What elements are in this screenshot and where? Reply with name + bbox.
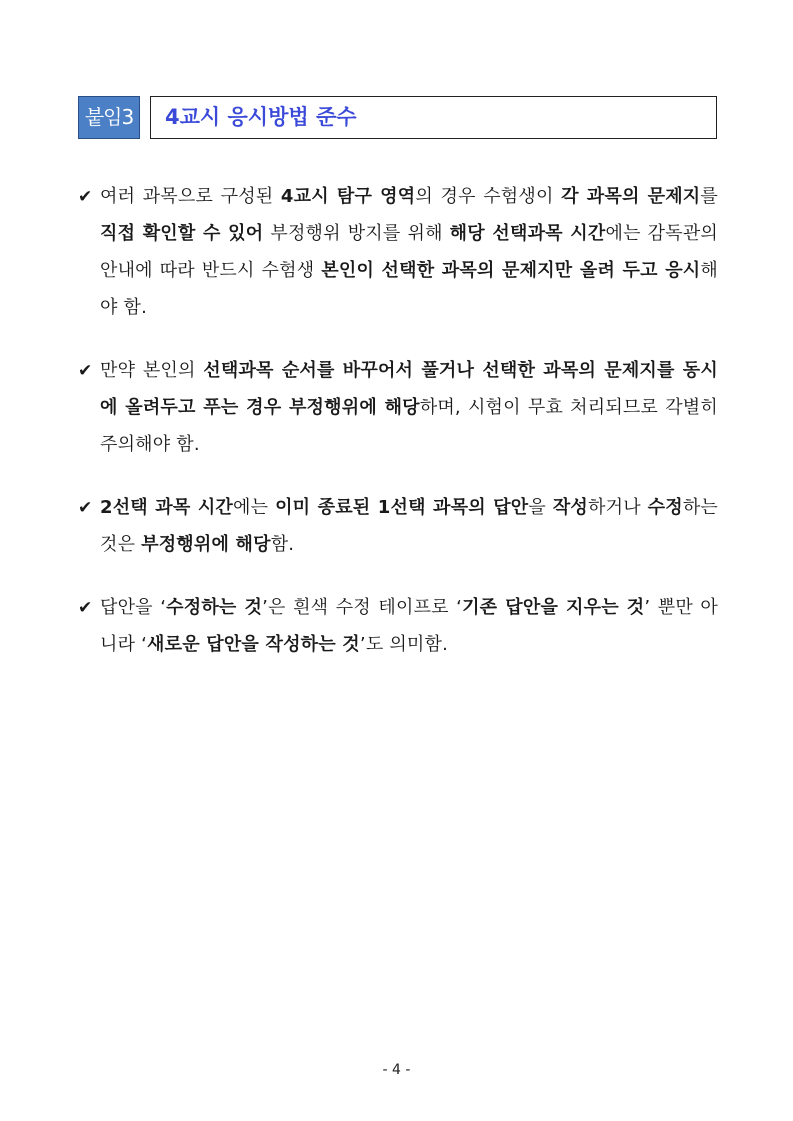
body-text: ’ 뿐만 아니라 ‘ (100, 597, 719, 655)
emphasis-text: 해당 선택과목 시간 (449, 223, 606, 244)
rule-item (78, 489, 718, 563)
emphasis-text: 새로운 답안을 작성하는 것 (147, 634, 360, 655)
body-text: 함. (270, 534, 295, 555)
checkmark-icon: ✔ (78, 361, 93, 381)
rule-item (78, 178, 718, 326)
emphasis-text: 본인이 선택한 과목의 문제지만 올려 두고 응시 (321, 260, 701, 281)
body-text: 부정행위 방지를 위해 (263, 223, 450, 244)
emphasis-text: 직접 확인할 수 있어 (100, 223, 264, 244)
body-text: 하거나 (588, 497, 648, 518)
emphasis-text: 4교시 탐구 영역 (280, 186, 416, 207)
emphasis-text: 2선택 과목 시간 (100, 497, 234, 518)
emphasis-text: 수정하는 것 (166, 597, 263, 618)
body-text: 해야 함. (100, 260, 718, 318)
rule-list (78, 178, 718, 663)
rule-item (78, 589, 718, 663)
emphasis-text: 수정 (647, 497, 683, 518)
section-title: 4교시 응시방법 준수 (150, 96, 717, 139)
body-text: 하는 것은 (100, 497, 718, 555)
body-text: 를 (700, 186, 718, 207)
checkmark-icon: ✔ (78, 598, 93, 618)
emphasis-text: 각 과목의 문제지 (561, 186, 701, 207)
body-text: ’은 흰색 수정 테이프로 ‘ (262, 597, 463, 618)
rule-item (78, 352, 718, 463)
checkmark-icon: ✔ (78, 498, 93, 518)
section-header (78, 96, 717, 139)
emphasis-text: 선택과목 순서를 바꾸어서 풀거나 선택한 과목의 문제지를 동시에 올려두고 푸는 경우 부정행위에 해당 (100, 360, 718, 418)
attachment-tag: 붙임3 (78, 96, 140, 139)
emphasis-text: 기존 답안을 지우는 것 (462, 597, 645, 618)
body-text: 하며, 시험이 무효 처리되므로 각별히 주의해야 함. (100, 397, 718, 455)
body-text: ’도 의미함. (359, 634, 449, 655)
body-text: 에는 (233, 497, 276, 518)
page-number: - 4 - (382, 1062, 411, 1078)
emphasis-text: 부정행위에 해당 (141, 534, 271, 555)
body-text: 에는 감독관의 안내에 따라 반드시 수험생 (100, 223, 719, 281)
body-text: 여러 과목으로 구성된 (100, 186, 281, 207)
body-text: 을 (528, 497, 553, 518)
checkmark-icon: ✔ (78, 187, 93, 207)
body-text: 답안을 ‘ (100, 597, 167, 618)
body-text: 만약 본인의 (100, 360, 204, 381)
body-text: 의 경우 수험생이 (415, 186, 562, 207)
emphasis-text: 작성 (552, 497, 589, 518)
emphasis-text: 이미 종료된 1선택 과목의 답안 (275, 497, 529, 518)
